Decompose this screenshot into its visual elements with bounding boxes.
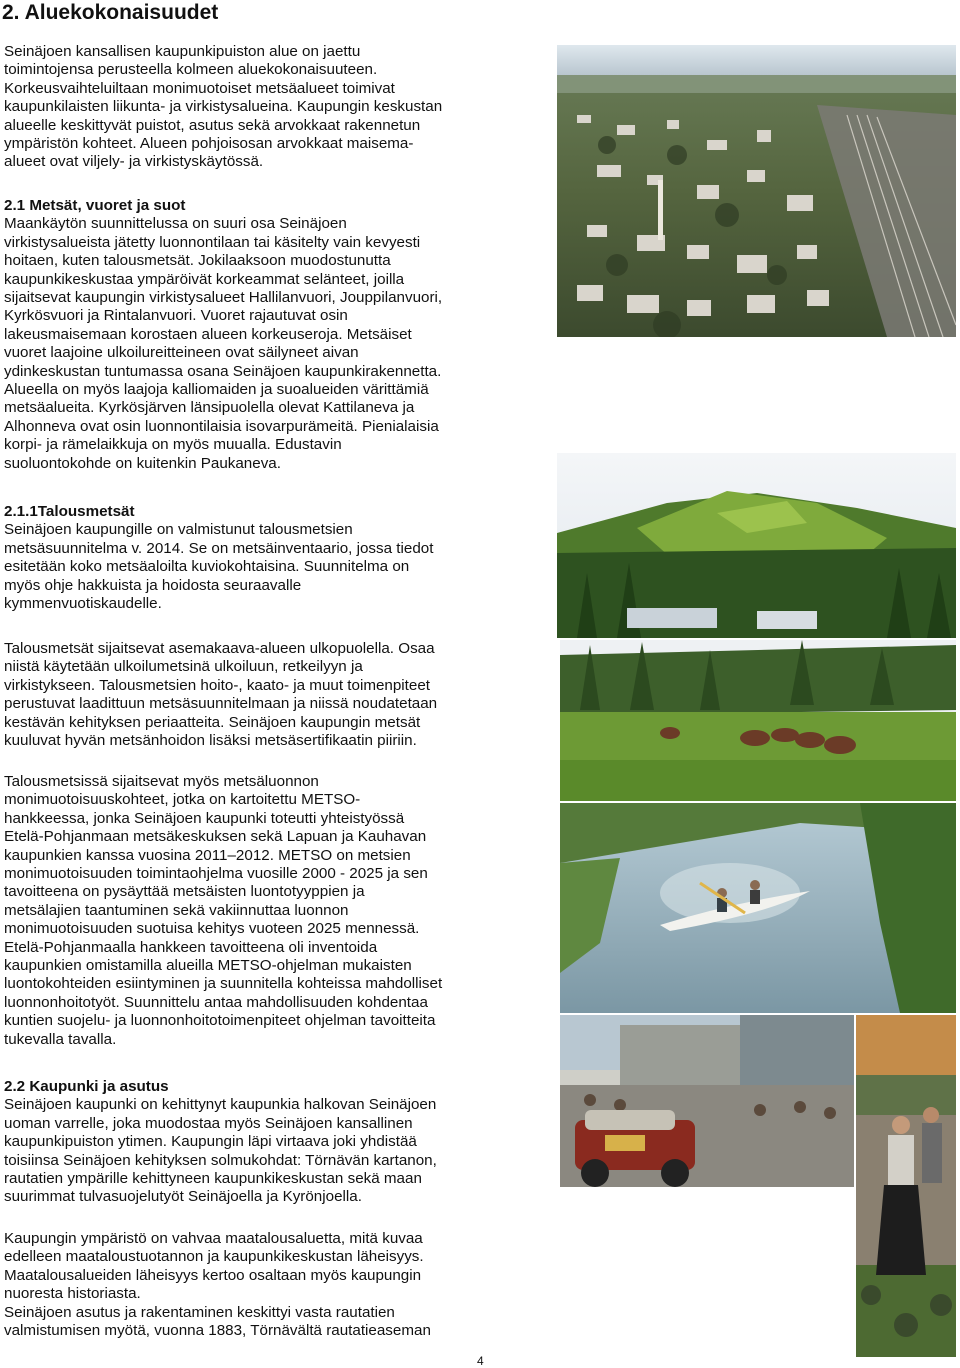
- section-2-1-1-title: 2.1.1Talousmetsät: [4, 503, 135, 520]
- page-heading: 2. Aluekokonaisuudet: [2, 1, 219, 24]
- maatalous-paragraph: Kaupungin ympäristö on vahvaa maatalousaluetta, mitä kuvaa edelleen maataloustuotannon ja kaupunkikeskustan läheisyys. Maatalousalueiden läheisyys kertoo osaltaan myös kaupungin nuoresta historiasta. Seinäjoen asutus ja rakentaminen keskittyi vasta rautatien valmistumisen myötä, vuonna 1883, Törnävältä rautatieaseman: [4, 1230, 431, 1340]
- section-2-2-body: Seinäjoen kaupunki on kehittynyt kaupunkia halkovan Seinäjoen uoman varrelle, joka muodostaa myös Seinäjoen kansallinen kaupunkipuiston ytimen. Kaupungin läpi virtaava joki yhdistää toisiinsa Seinäjoen kehityksen solmukohdat: Törnävän kartanon, rautatien ympärille kehittyneen kaupunkikeskustan sekä maan suurimmat tulvasuojelutyöt Seinäjoella ja Kyrönjoella.: [4, 1096, 437, 1206]
- section-2-1-body: Maankäytön suunnittelussa on suuri osa Seinäjoen virkistysalueista jätetty luonnontilaan tai käsitelty vain kevyesti hoitaen, kuten talousmetsät. Jokilaaksoon muodostunutta kaupunkikeskustaa ympäröivät korkeammat selänteet, joilla sijaitsevat kaupungin virkistysalueet Hallilanvuori, Jouppilanvuori, Kyrkösvuori ja Rintalanvuori. Vuoret rajautuvat osin lakeusmaisemaan korostaen alueen korkeuseroja. Metsäiset vuoret laajoine ulkoilureitteineen ovat säilyneet aivan ydinkeskustan tuntumassa osana Seinäjoen kaupunkirakennetta. Alueella on myös laajoja kalliomaiden ja suoalueiden värittämiä metsäalueita. Kyrkösjärven länsipuolella olevat Kattilaneva ja Alhonneva ovat osin luonnontilaisia isovarpurämeitä. Pienialaisia korpi- ja rämelaikkuja on myös muualla. Edustavin suoluontokohde on kuitenkin Paukaneva.: [4, 215, 443, 472]
- intro-block: [4, 43, 492, 172]
- talousmetsat-paragraph: Talousmetsät sijaitsevat asemakaava-alueen ulkopuolella. Osaa niistä käytetään ulkoilumetsinä ulkoiluun, retkeilyyn ja virkistykseen. Talousmetsien hoito-, kaato- ja muut toimenpiteet perustuvat laadittuun metsäsuunnitelmaan ja niissä noudatetaan kestävän kehityksen periaatteita. Seinäjoen kaupungin metsät kuuluvat hyvän metsänhoidon lisäksi metsäsertifikaatin piiriin.: [4, 640, 438, 750]
- section-2-1-1-body: Seinäjoen kaupungille on valmistunut talousmetsien metsäsuunnitelma v. 2014. Se on metsäinventaario, jossa tiedot esitetään koko metsäaloilta kuviokohtaisina. Suunnitelma on myös ohje hakkuista ja hoidosta seuraavalle kymmenvuotiskaudelle.: [4, 521, 434, 613]
- page-number: 4: [477, 1354, 484, 1368]
- metso-paragraph: Talousmetsissä sijaitsevat myös metsäluonnon monimuotoisuuskohteet, jotka on kartoitettu METSO- hankkeessa, jonka Seinäjoen kaupunki toteutti yhteistyössä Etelä-Pohjanmaan metsäkeskuksen sekä Lapuan ja Kauhavan kaupunkien kanssa vuosina 2011–2012. METSO on metsien monimuotoisuuden toimintaohjelma vuosille 2000 - 2025 ja sen tavoitteena on pysäyttää metsäisten luontotyyppien ja metsälajien taantuminen sekä vakiinnuttaa luonnon monimuotoisuuden suotuisa kehitys vuoteen 2025 mennessä. Etelä-Pohjanmaalla hankkeen tavoitteena oli inventoida kaupunkien omistamilla alueilla METSO-ohjelman mukaisten luontokohteiden esiintyminen ja suunnitella kohteissa mahdolliset luonnonhoitotyöt. Suunnittelu antaa mahdollisuuden kohdentaa kuntien suojelu- ja luonnonhoitotoimenpiteet ohjelman tavoitteita tukevalla tavalla.: [4, 773, 443, 1048]
- section-2-1-1-p2: [4, 640, 492, 750]
- aerial-city-photo: [557, 45, 956, 337]
- section-2-2-p2: [4, 1230, 492, 1340]
- street-event-photo: [560, 1015, 854, 1187]
- forest-hill-photo: [557, 453, 956, 638]
- section-2-1-1-p3: [4, 773, 492, 1049]
- canoe-river-photo: [560, 803, 956, 1013]
- cattle-field-photo: [560, 640, 956, 801]
- section-2-1: [4, 197, 492, 473]
- section-2-1-title: 2.1 Metsät, vuoret ja suot: [4, 197, 186, 214]
- section-2-2-title: 2.2 Kaupunki ja asutus: [4, 1078, 169, 1095]
- section-2-1-1: [4, 503, 492, 613]
- intro-paragraph: Seinäjoen kansallisen kaupunkipuiston alue on jaettu toimintojensa perusteella kolmeen aluekokonaisuuteen. Korkeusvaihteluiltaan monimuotoiset metsäalueet toimivat kaupunkilaisten liikunta- ja virkistysalueina. Kaupungin keskustan alueelle keskittyvät puistot, asutus sekä arvokkaat rakennetun ympäristön kohteet. Alueen pohjoisosan arvokkaat maisema- alueet ovat viljely- ja virkistyskäytössä.: [4, 43, 443, 171]
- section-2-2: [4, 1078, 492, 1207]
- dancing-people-photo: [856, 1015, 956, 1357]
